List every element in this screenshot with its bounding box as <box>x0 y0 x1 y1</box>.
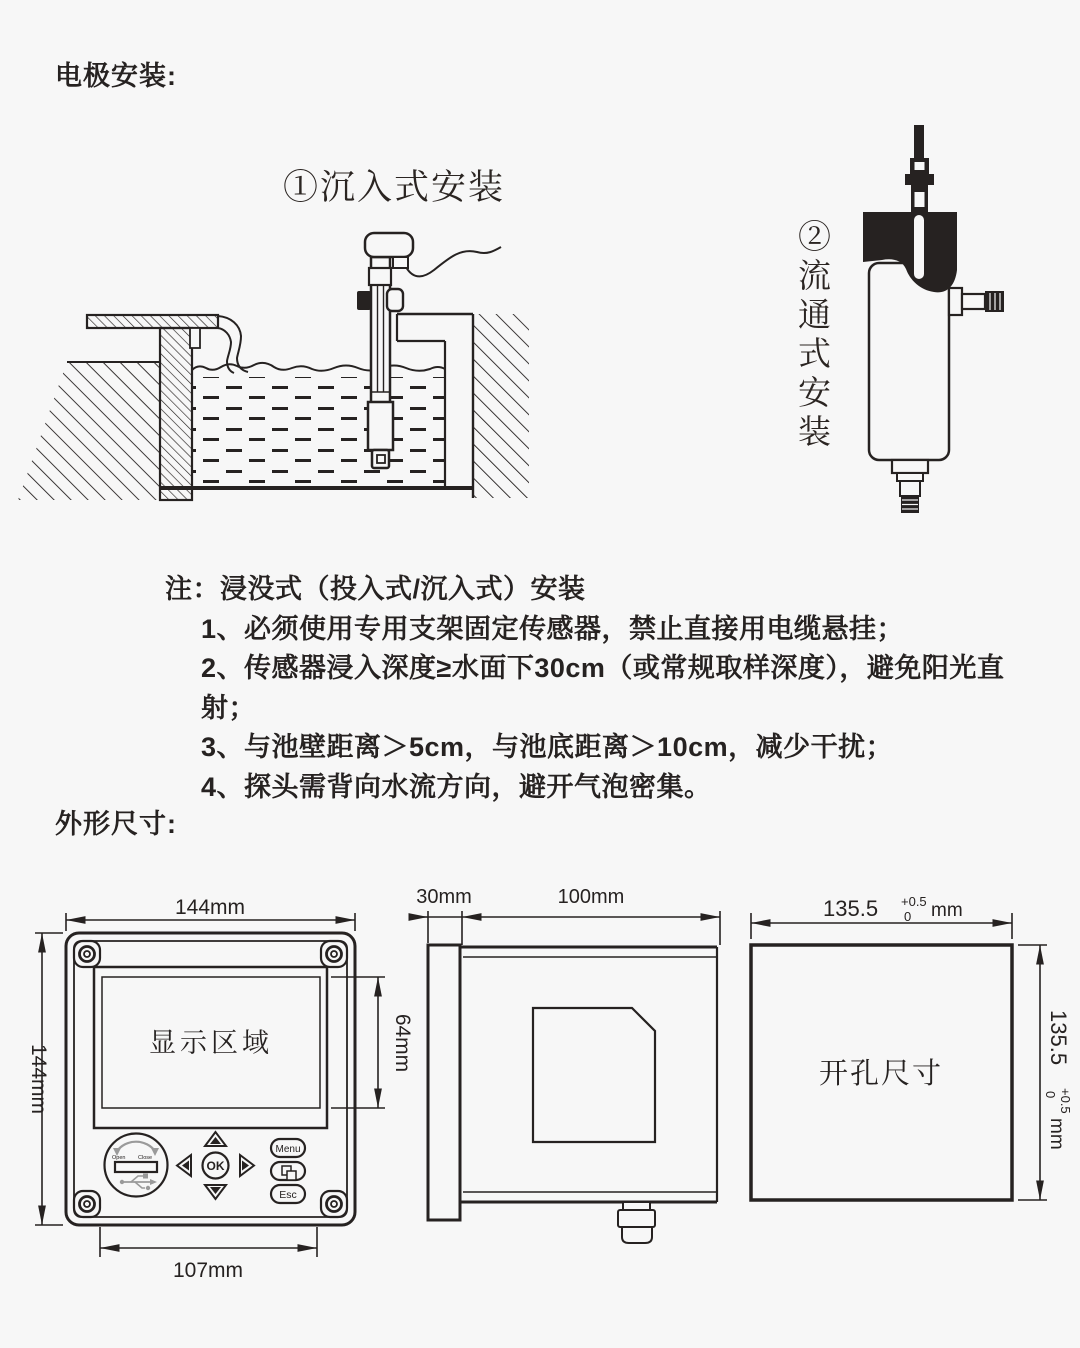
flow-cell-probe-slot <box>914 215 924 279</box>
cable-gland <box>618 1202 655 1243</box>
body-depth-label: 100mm <box>557 886 625 908</box>
flow-cell-diagram <box>850 115 1020 525</box>
menu-key-label: Menu <box>275 1144 301 1155</box>
svg-text:0: 0 <box>904 909 912 924</box>
flow-cell-bottom-fitting <box>892 460 928 513</box>
note-item: 2、传感器浸入深度≥水面下30cm（或常规取样深度），避免阳光直射； <box>201 653 1005 723</box>
ok-key-label: OK <box>206 1159 225 1173</box>
front-bezel-side <box>428 945 460 1220</box>
outline-dimensions-heading: 外形尺寸: <box>55 809 177 839</box>
svg-text:135.5: 135.5 <box>823 896 879 921</box>
front-height-label: 144mm <box>27 1043 50 1115</box>
right-ground-hatch <box>473 314 529 498</box>
notes-heading: 注：浸没式（投入式/沉入式）安装 <box>165 574 586 604</box>
front-view-drawing <box>25 885 425 1305</box>
pool-water <box>160 363 473 488</box>
svg-text:0: 0 <box>1043 1091 1058 1099</box>
note-item: 4、探头需背向水流方向，避开气泡密集。 <box>201 771 712 802</box>
usb-close-label: Close <box>138 1155 153 1161</box>
cutout-width-label <box>823 894 963 924</box>
probe-cable-gland <box>393 257 408 268</box>
note-item: 3、与池壁距离＞5cm，与池底距离＞10cm，减少干扰； <box>201 732 894 762</box>
probe-tip <box>372 450 389 468</box>
terminal-cover-plate <box>533 1008 655 1142</box>
display-area-label: 显示区域 <box>149 1028 273 1058</box>
esc-key-label: Esc <box>279 1189 297 1201</box>
note-item: 1、必须使用专用支架固定传感器，禁止直接用电缆悬挂； <box>201 613 905 644</box>
front-width-label: 144mm <box>174 896 246 919</box>
pool-left-ground <box>18 362 160 500</box>
cutout-label: 开孔尺寸 <box>818 1058 944 1090</box>
probe-union-nut <box>369 268 391 285</box>
cutout-view-drawing <box>745 885 1080 1225</box>
installation-notes <box>165 570 1045 807</box>
flow-cell-outlet <box>949 288 1004 315</box>
depth-dimensions <box>412 911 720 945</box>
cutout-height-label <box>1043 1010 1073 1150</box>
probe-cable <box>406 247 501 276</box>
cutout-height-dimension <box>1018 945 1047 1200</box>
cutout-width-dimension <box>751 913 1012 939</box>
usb-open-label: Open <box>112 1155 126 1161</box>
keypad-width-label: 107mm <box>172 1259 244 1282</box>
electrode-install-heading: 电极安装: <box>55 61 177 91</box>
svg-text:135.5: 135.5 <box>1046 1010 1071 1066</box>
immersion-install-label: ①沉入式安装 <box>283 168 506 207</box>
svg-text:+0.5: +0.5 <box>901 894 927 909</box>
flow-cell-cap <box>863 212 957 292</box>
probe-clamp-knob <box>357 291 371 310</box>
pool-top-slab <box>87 315 218 328</box>
side-view-drawing <box>416 885 740 1285</box>
flow-install-label: ②流通式安装 <box>793 219 829 453</box>
flow-cell-body <box>869 263 949 460</box>
usb-slot <box>115 1162 157 1172</box>
display-height-label: 64mm <box>391 1013 414 1073</box>
svg-text:+0.5: +0.5 <box>1058 1088 1073 1114</box>
svg-text:mm: mm <box>1046 1118 1067 1150</box>
water-dashes <box>192 377 445 484</box>
body-side <box>460 947 717 1202</box>
flow-cell-cable-connector <box>905 125 934 214</box>
svg-text:mm: mm <box>931 900 963 921</box>
probe-cap <box>365 233 413 257</box>
bezel-depth-label: 30mm <box>416 886 472 908</box>
probe-sleeve <box>368 402 393 450</box>
immersion-install-diagram <box>40 215 540 515</box>
keypad-width-dimension <box>100 1227 317 1257</box>
probe-bracket <box>387 289 403 311</box>
